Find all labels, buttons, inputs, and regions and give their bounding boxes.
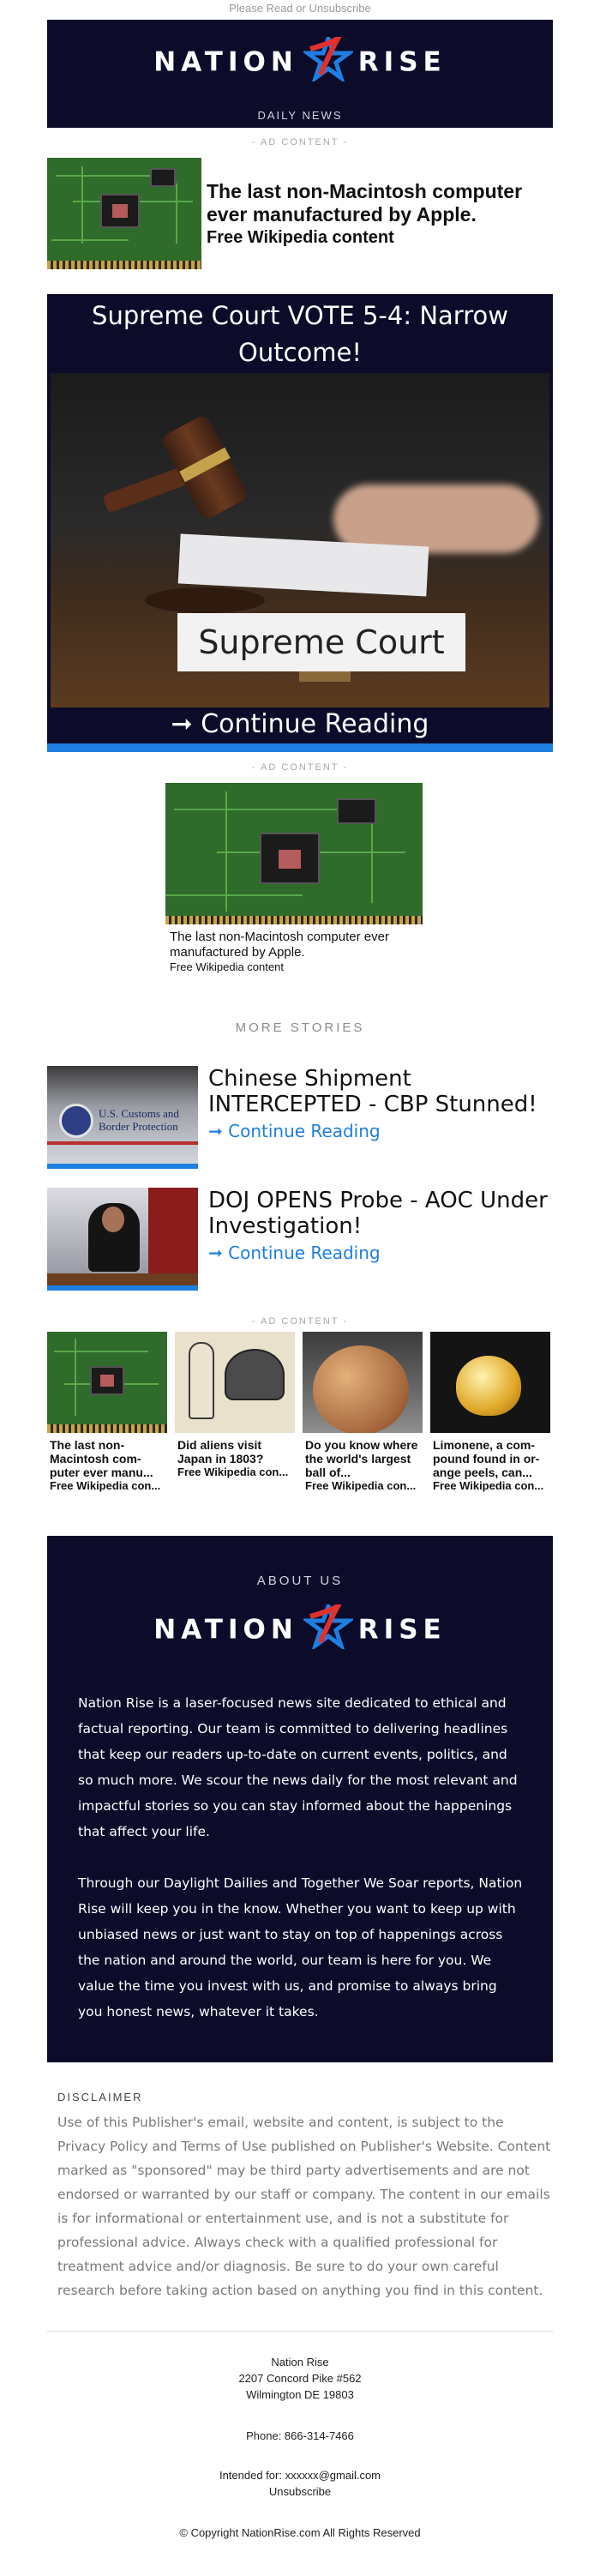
story-item[interactable] bbox=[47, 1066, 553, 1169]
cbp-image-caption: U.S. Customs and Border Protection bbox=[99, 1107, 179, 1133]
lemon-image[interactable] bbox=[430, 1332, 550, 1433]
ad-grid bbox=[47, 1332, 553, 1503]
hero-accent-bar bbox=[47, 743, 553, 752]
hero-story[interactable] bbox=[47, 294, 553, 752]
preheader-text[interactable]: Please Read or Unsubscribe bbox=[229, 2, 371, 15]
footer-intended-for: Intended for: xxxxxx@gmail.com bbox=[219, 2469, 381, 2482]
story-item[interactable] bbox=[47, 1188, 553, 1291]
cbp-story-image[interactable] bbox=[47, 1066, 198, 1169]
ad-middle-title[interactable]: The last non-Macintosh computer ever manufactured by Apple. bbox=[170, 930, 389, 960]
circuit-board-image[interactable] bbox=[165, 783, 423, 924]
disclaimer-section bbox=[47, 2091, 553, 2302]
ad-middle-source[interactable]: Free Wikipedia content bbox=[170, 960, 284, 973]
brand-right: RISE bbox=[357, 1614, 447, 1646]
footer-phone: Phone: 866-314-7466 bbox=[246, 2429, 354, 2442]
hero-image[interactable] bbox=[51, 373, 549, 707]
story-continue-reading-link[interactable]: ➞ Continue Reading bbox=[208, 1243, 381, 1263]
footer-company: Nation Rise bbox=[271, 2356, 329, 2368]
hero-title[interactable]: Supreme Court VOTE 5-4: Narrow Outcome! bbox=[92, 301, 508, 367]
brand-right: RISE bbox=[357, 46, 447, 78]
about-us-heading: ABOUT US bbox=[256, 1574, 344, 1588]
footer-address-line-1: 2207 Concord Pike #562 bbox=[238, 2372, 362, 2385]
more-stories-heading: MORE STORIES bbox=[235, 1020, 365, 1035]
ad-top-title[interactable]: The last non-Macintosh computer ever manufactured by Apple. bbox=[207, 180, 523, 226]
story-continue-reading-link[interactable]: ➞ Continue Reading bbox=[208, 1121, 381, 1141]
aliens-sketch-image[interactable] bbox=[175, 1332, 295, 1433]
divider bbox=[47, 2331, 553, 2332]
header-banner[interactable] bbox=[47, 20, 553, 128]
ad-card-title[interactable]: Do you know where the world's largest ball of... bbox=[305, 1438, 418, 1479]
about-paragraph-2: Through our Daylight Dailies and Together We Soar reports, Nation Rise will keep you in the know. Whether you want to keep up with unbiased news or just want to stay on top of happenings across the nation and around the world, our team is here for you. We value the time you invest with us, and promise to always bring you honest news, whatever it takes. bbox=[78, 1875, 523, 2019]
ad-content-label: - AD CONTENT - bbox=[251, 762, 349, 773]
ad-card[interactable] bbox=[303, 1332, 423, 1492]
brand-left: NATION bbox=[153, 1614, 298, 1646]
disclaimer-text: Use of this Publisher's email, website and content, is subject to the Privacy Policy and Terms of Use published on Publisher's Website. Content marked as "sponsored" may be third party advertisements and are not endorsed or warranted by our staff or company. The content in our emails is for informational or entertainment use, and is not a substitute for professional advice. Always check with a qualified professional for treatment advice and/or diagnosis. Be sure to do your own careful research before taking action based on anything you find in this content. bbox=[57, 2115, 551, 2298]
brand-logo[interactable] bbox=[47, 45, 553, 81]
ad-content-label: - AD CONTENT - bbox=[251, 137, 349, 147]
ad-card[interactable] bbox=[175, 1332, 295, 1478]
ad-card-title[interactable]: Limonene, a com-pound found in or-ange peels, can... bbox=[433, 1438, 540, 1479]
star-logo-icon bbox=[303, 1604, 353, 1649]
ad-top-source[interactable]: Free Wikipedia content bbox=[207, 228, 394, 247]
ad-card-source[interactable]: Free Wikipedia con... bbox=[305, 1479, 417, 1492]
star-logo-icon bbox=[303, 37, 353, 81]
circuit-board-image[interactable] bbox=[47, 1332, 167, 1433]
disclaimer-heading: DISCLAIMER bbox=[57, 2091, 143, 2104]
brand-logo[interactable] bbox=[47, 1613, 553, 1649]
circuit-board-image[interactable] bbox=[47, 158, 201, 269]
aoc-story-image[interactable] bbox=[47, 1188, 198, 1291]
ad-card-source[interactable]: Free Wikipedia con... bbox=[50, 1479, 161, 1492]
hero-continue-reading-link[interactable]: ➞ Continue Reading bbox=[171, 709, 429, 739]
ad-card[interactable] bbox=[47, 1332, 167, 1492]
large-ball-image[interactable] bbox=[303, 1332, 423, 1433]
brand-left: NATION bbox=[153, 46, 298, 78]
ad-card[interactable] bbox=[430, 1332, 550, 1492]
ad-card-source[interactable]: Free Wikipedia con... bbox=[177, 1466, 289, 1478]
about-us-section bbox=[47, 1536, 553, 2062]
ad-top[interactable] bbox=[47, 158, 553, 271]
footer-address-line-2: Wilmington DE 19803 bbox=[246, 2388, 354, 2401]
cbp-seal-icon bbox=[59, 1104, 93, 1138]
ad-card-title[interactable]: The last non-Macintosh com-puter ever manu... bbox=[50, 1438, 153, 1479]
unsubscribe-link[interactable]: Unsubscribe bbox=[268, 2485, 332, 2498]
story-title[interactable]: Chinese Shipment INTERCEPTED - CBP Stunned! bbox=[208, 1066, 537, 1117]
daily-news-tagline: DAILY NEWS bbox=[257, 109, 343, 122]
footer-copyright: © Copyright NationRise.com All Rights Reserved bbox=[179, 2526, 421, 2539]
ad-card-title[interactable]: Did aliens visit Japan in 1803? bbox=[177, 1438, 264, 1466]
ad-content-label: - AD CONTENT - bbox=[251, 1316, 349, 1327]
about-paragraph-1: Nation Rise is a laser-focused news site dedicated to ethical and factual reporting. Our team is committed to delivering headlines that keep our readers up-to-date on current events, politics, and so much more. We scour the news daily for the most relevant and impactful stories so you can stay informed about the happenings that affect your life. bbox=[78, 1695, 518, 1839]
story-title[interactable]: DOJ OPENS Probe - AOC Under Investigation! bbox=[208, 1188, 548, 1239]
ad-middle[interactable] bbox=[165, 783, 423, 973]
hero-sign-text: Supreme Court bbox=[177, 613, 465, 671]
ad-card-source[interactable]: Free Wikipedia con... bbox=[433, 1479, 544, 1492]
